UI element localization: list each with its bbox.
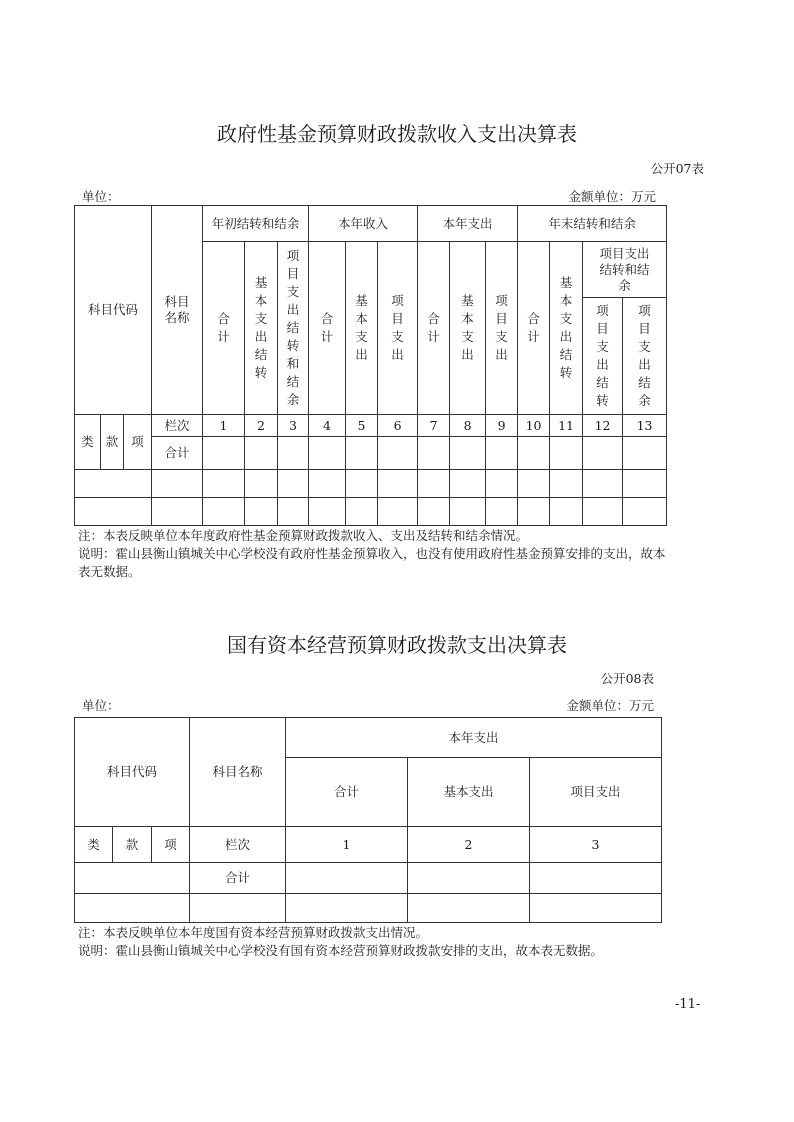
header-c11: 基本支出结转 <box>550 242 583 415</box>
table07-title: 政府性基金预算财政拨款收入支出决算表 <box>217 122 577 146</box>
header-c4: 合计 <box>309 242 346 415</box>
table-row <box>75 894 662 923</box>
header-c3: 项目支出结转和结余 <box>278 242 309 415</box>
table07-explanation: 说明：霍山县衡山镇城关中心学校没有政府性基金预算收入，也没有使用政府性基金预算安排的支出，故本表无数据。 <box>78 546 666 579</box>
header-c12: 项目支出结转 <box>583 298 623 415</box>
header-c1: 合计 <box>203 242 245 415</box>
header-c9: 项目支出 <box>486 242 518 415</box>
table08-code: 公开08表 <box>600 671 654 686</box>
header-c3: 项目支出 <box>530 758 662 827</box>
header-name: 科目名称 <box>190 718 286 827</box>
col-num-2: 2 <box>408 827 530 863</box>
table08 <box>74 717 662 923</box>
col-num-2: 2 <box>245 415 278 437</box>
header-kuan: 款 <box>113 827 152 863</box>
col-num-3: 3 <box>530 827 662 863</box>
table08-amount-unit: 金额单位：万元 <box>566 698 654 713</box>
header-c2: 基本支出 <box>408 758 530 827</box>
header-group-expense: 本年支出 <box>418 206 518 242</box>
table-row-total <box>75 437 667 470</box>
header-lei: 类 <box>75 415 101 470</box>
header-c8: 基本支出 <box>450 242 486 415</box>
col-num-4: 4 <box>309 415 346 437</box>
col-num-6: 6 <box>378 415 418 437</box>
col-num-1: 1 <box>286 827 408 863</box>
table08-unit-label: 单位： <box>82 698 120 713</box>
table07 <box>74 205 667 526</box>
header-code: 科目代码 <box>75 718 190 827</box>
table08-note: 注：本表反映单位本年度国有资本经营预算财政拨款支出情况。 <box>78 925 429 940</box>
page-number: -11- <box>675 997 701 1012</box>
col-num-9: 9 <box>486 415 518 437</box>
col-num-1: 1 <box>203 415 245 437</box>
table-row-total <box>75 863 662 894</box>
header-lanci: 栏次 <box>152 415 203 437</box>
header-group-expense: 本年支出 <box>286 718 662 758</box>
row-total-label: 合计 <box>190 863 286 894</box>
header-xiang: 项 <box>152 827 190 863</box>
table07-amount-unit: 金额单位：万元 <box>568 189 656 204</box>
col-num-10: 10 <box>518 415 550 437</box>
col-num-8: 8 <box>450 415 486 437</box>
header-c10: 合计 <box>518 242 550 415</box>
table07-note: 注：本表反映单位本年度政府性基金预算财政拨款收入、支出及结转和结余情况。 <box>78 528 529 543</box>
header-name: 科目名称 <box>152 206 203 415</box>
col-num-13: 13 <box>623 415 667 437</box>
col-num-11: 11 <box>550 415 583 437</box>
table07-unit-label: 单位： <box>82 189 120 204</box>
header-group-income: 本年收入 <box>309 206 418 242</box>
header-c1: 合计 <box>286 758 408 827</box>
header-lei: 类 <box>75 827 113 863</box>
header-c5: 基本支出 <box>346 242 378 415</box>
header-c6: 项目支出 <box>378 242 418 415</box>
header-lanci: 栏次 <box>190 827 286 863</box>
header-code: 科目代码 <box>75 206 152 415</box>
table-row <box>75 498 667 526</box>
header-kuan: 款 <box>101 415 124 470</box>
header-xiang: 项 <box>124 415 152 470</box>
header-group-opening-balance: 年初结转和结余 <box>203 206 309 242</box>
col-num-7: 7 <box>418 415 450 437</box>
header-g4-sub: 项目支出结转和结余 <box>583 242 667 298</box>
table07-code: 公开07表 <box>650 161 704 176</box>
col-num-3: 3 <box>278 415 309 437</box>
row-total-label: 合计 <box>152 437 203 470</box>
header-c2: 基本支出结转 <box>245 242 278 415</box>
table-row <box>75 470 667 498</box>
header-group-closing-balance: 年末结转和结余 <box>518 206 667 242</box>
table08-explanation: 说明：霍山县衡山镇城关中心学校没有国有资本经营预算财政拨款安排的支出，故本表无数据。 <box>78 943 604 958</box>
col-num-5: 5 <box>346 415 378 437</box>
header-c13: 项目支出结余 <box>623 298 667 415</box>
header-c7: 合计 <box>418 242 450 415</box>
table08-title: 国有资本经营预算财政拨款支出决算表 <box>227 633 567 657</box>
col-num-12: 12 <box>583 415 623 437</box>
